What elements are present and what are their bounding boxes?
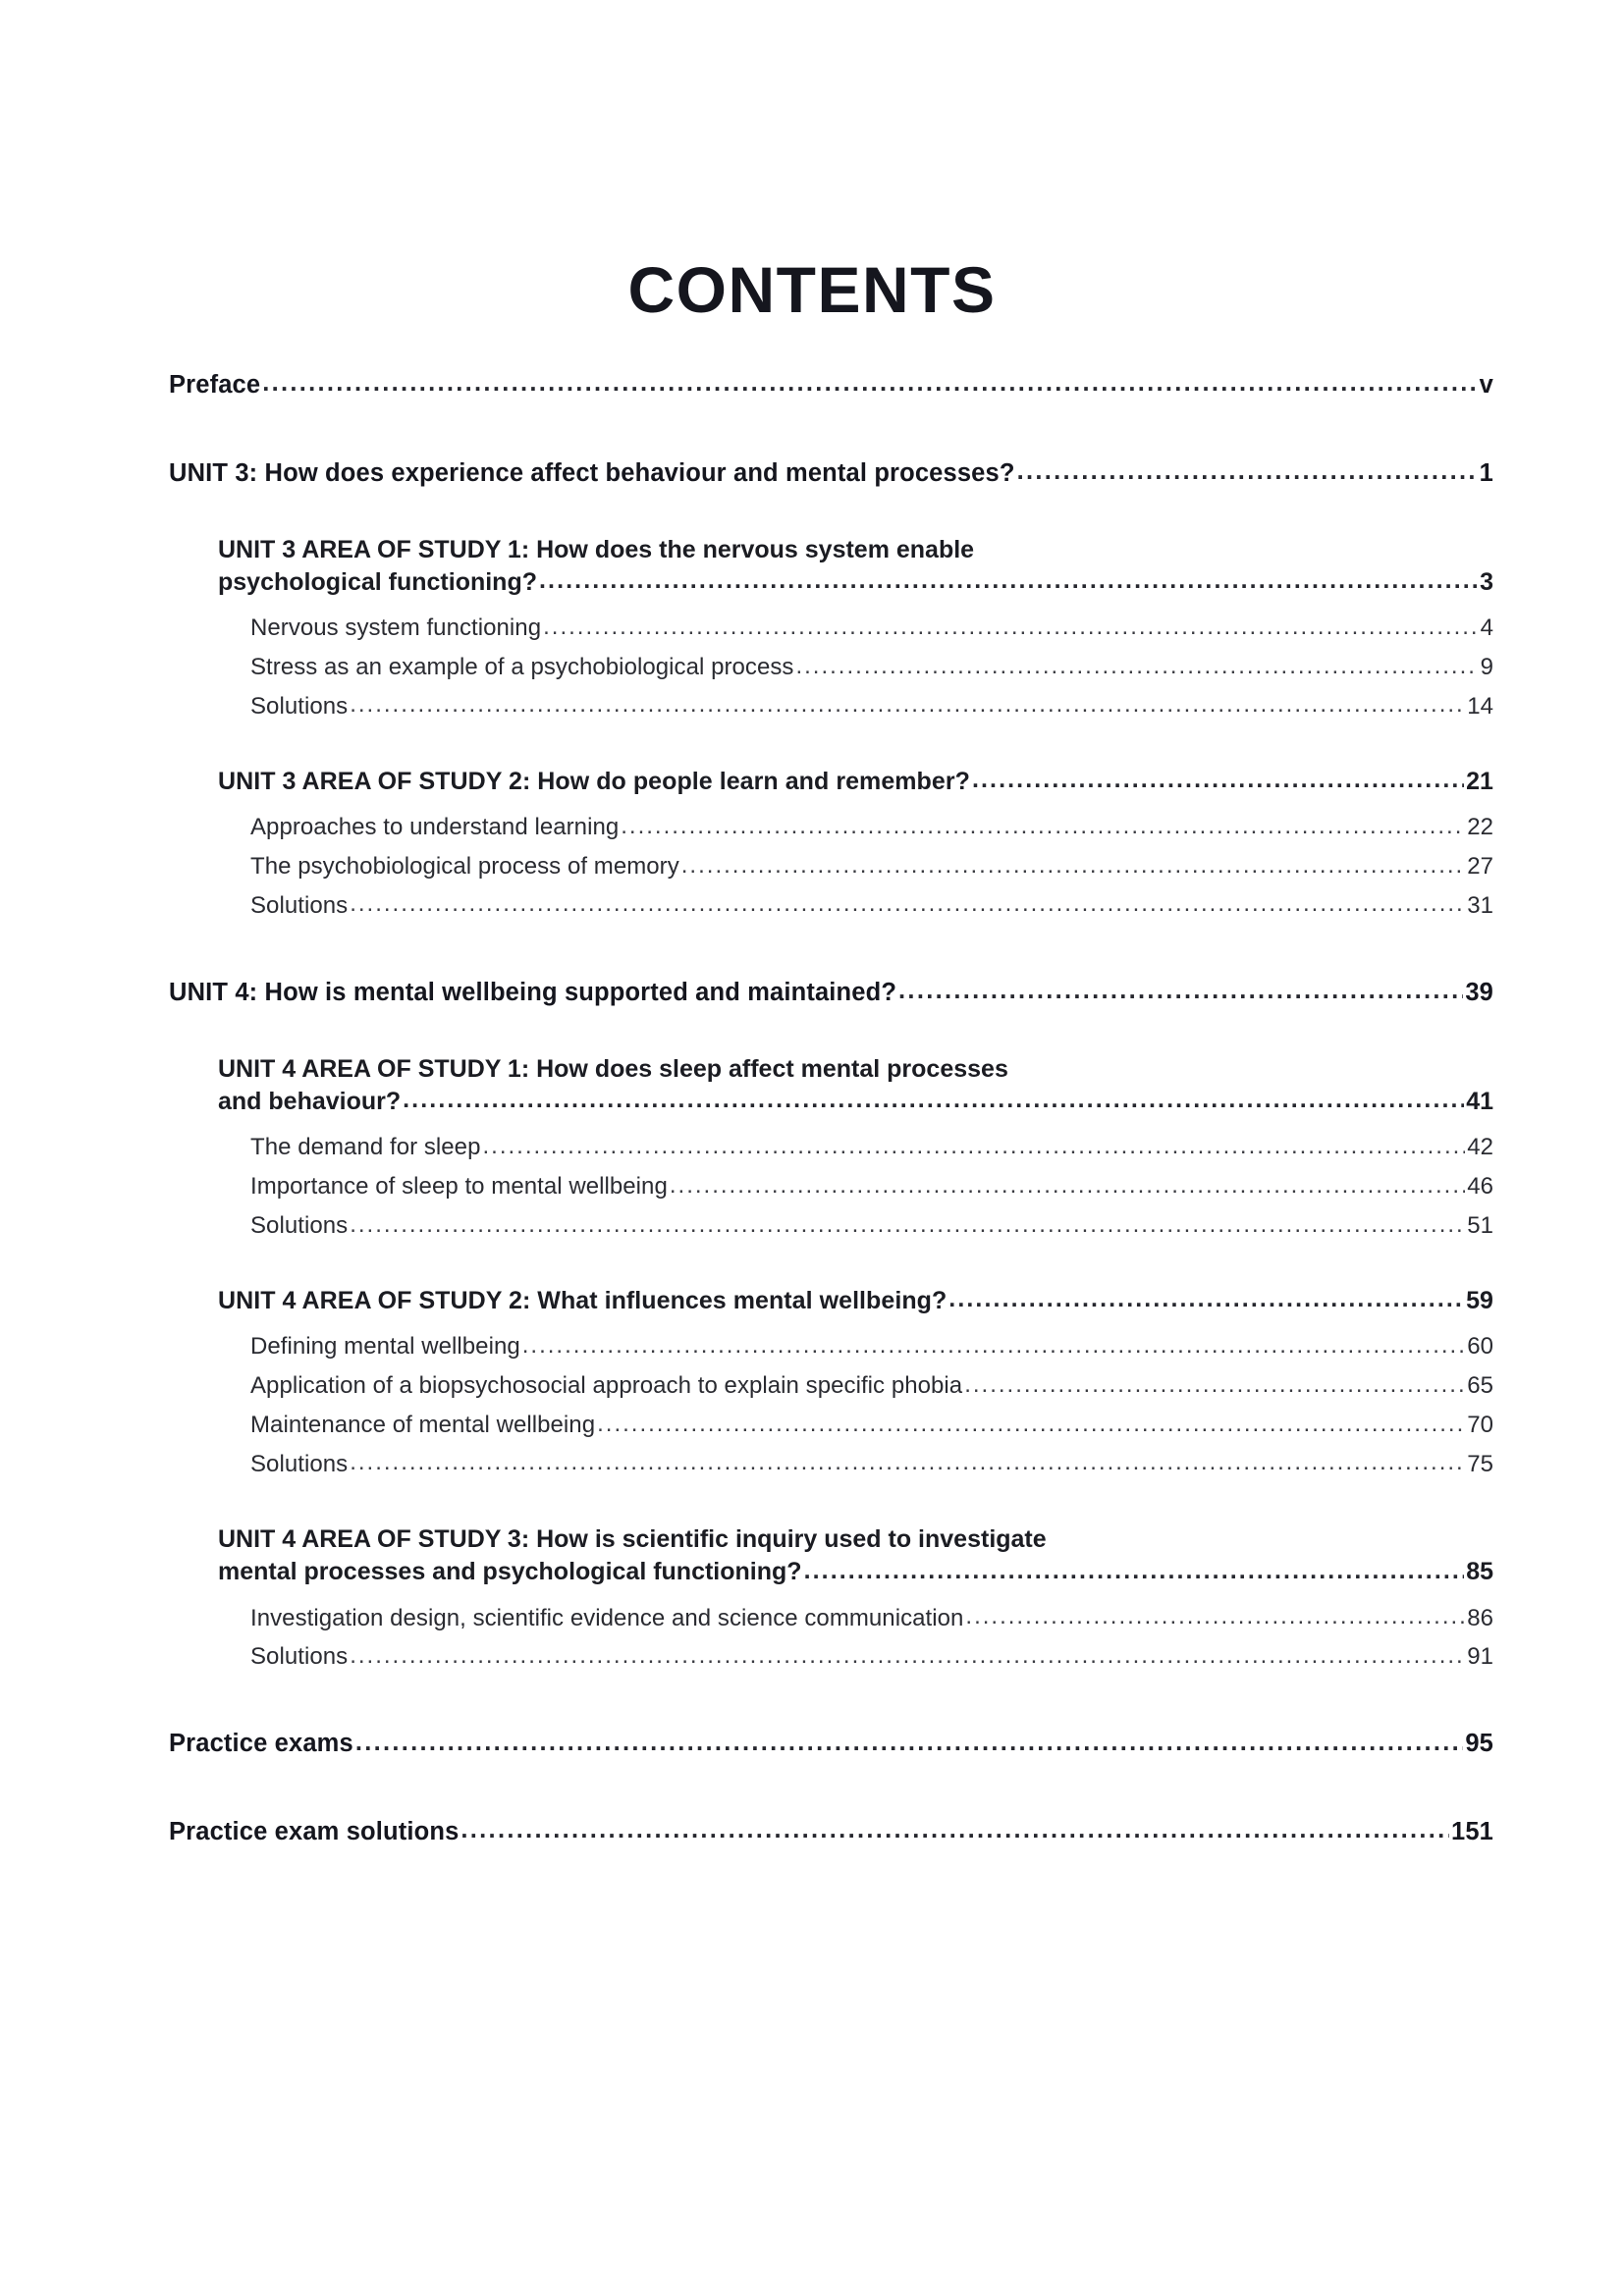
toc-entry-page-number: 4	[1480, 614, 1493, 642]
dot-leader	[403, 1094, 1464, 1118]
dot-leader	[482, 1140, 1465, 1163]
toc-entry-page-number: 46	[1467, 1173, 1493, 1201]
dot-leader	[350, 1649, 1465, 1673]
toc-entry-page-number: 91	[1467, 1643, 1493, 1671]
dot-leader	[460, 1825, 1449, 1850]
dot-leader	[597, 1417, 1465, 1441]
row-spacer	[0, 683, 1624, 691]
row-spacer	[0, 798, 1624, 812]
dot-leader	[964, 1378, 1465, 1402]
toc-entry-title: Application of a biopsychosocial approach to explain specific phobia	[250, 1372, 963, 1400]
toc-entry-title: Solutions	[250, 1451, 349, 1478]
row-spacer	[0, 1202, 1624, 1210]
dot-leader	[795, 660, 1478, 683]
row-spacer	[0, 1673, 1624, 1728]
row-spacer	[0, 1010, 1624, 1053]
toc-entry-title: Approaches to understand learning	[250, 814, 620, 841]
toc-entry-page-number: 42	[1467, 1134, 1493, 1161]
dot-leader	[543, 620, 1478, 644]
toc-entry-title: Importance of sleep to mental wellbeing	[250, 1173, 668, 1201]
toc-entry-row	[218, 566, 1493, 599]
toc-entry-title-line1: UNIT 4 AREA OF STUDY 1: How does sleep affect mental processes	[218, 1054, 1008, 1083]
toc-entry-title: Defining mental wellbeing	[250, 1333, 520, 1361]
dot-leader	[539, 574, 1478, 599]
toc-entry-psychobiological-process-of-memory[interactable]	[0, 851, 1624, 882]
toc-entry-nervous-system-functioning[interactable]	[0, 613, 1624, 644]
row-spacer	[0, 1402, 1624, 1410]
toc-entry-page-number: 51	[1467, 1212, 1493, 1240]
toc-entry-title: Solutions	[250, 1643, 349, 1671]
row-spacer	[0, 922, 1624, 977]
toc-entry-title: Investigation design, scientific evidence and science communication	[250, 1604, 964, 1631]
toc-entry-practice-exams[interactable]	[0, 1728, 1624, 1761]
toc-entry-page-number: 75	[1467, 1451, 1493, 1478]
dot-leader	[804, 1565, 1465, 1589]
dot-leader	[350, 1457, 1465, 1480]
toc-entry-page-number: 151	[1451, 1818, 1493, 1846]
toc-entry-practice-exam-solutions[interactable]	[0, 1816, 1624, 1849]
dot-leader	[350, 898, 1465, 922]
toc-entry-title-line1: UNIT 3 AREA OF STUDY 1: How does the nervous system enable	[218, 535, 975, 563]
toc-entry-page-number: 3	[1480, 568, 1493, 597]
row-spacer	[0, 1242, 1624, 1285]
toc-entry-title: The psychobiological process of memory	[250, 853, 679, 881]
toc-entry-page-number: 85	[1466, 1558, 1493, 1586]
toc-entry-page-number: 22	[1467, 814, 1493, 841]
toc-entry-title: Preface	[169, 371, 261, 399]
toc-entry-solutions-u4-aos2[interactable]	[0, 1449, 1624, 1480]
toc-entry-maintenance-of-mental-wellbeing[interactable]	[0, 1410, 1624, 1441]
toc-entry-unit-4-aos-2[interactable]	[0, 1285, 1624, 1317]
toc-entry-page-number: 95	[1465, 1730, 1493, 1758]
row-spacer	[0, 882, 1624, 890]
toc-entry-page-number: 59	[1466, 1287, 1493, 1315]
toc-entry-title-line2: and behaviour?	[218, 1088, 402, 1116]
toc-entry-the-demand-for-sleep[interactable]	[0, 1132, 1624, 1163]
toc-entry-title: UNIT 3 AREA OF STUDY 2: How do people learn and remember?	[218, 768, 970, 796]
row-spacer	[0, 1362, 1624, 1370]
row-spacer	[0, 1441, 1624, 1449]
dot-leader	[621, 820, 1465, 843]
toc-entry-page-number: 41	[1466, 1088, 1493, 1116]
toc-entry-solutions-u3-aos2[interactable]	[0, 890, 1624, 922]
row-spacer	[0, 843, 1624, 851]
toc-entry-page-number: 9	[1480, 654, 1493, 681]
row-spacer	[0, 1633, 1624, 1641]
dot-leader	[972, 774, 1464, 798]
toc-entry-stress-psychobiological-process[interactable]	[0, 652, 1624, 683]
toc-entry-row	[218, 1556, 1493, 1588]
toc-entry-page-number: 1	[1479, 458, 1493, 487]
dot-leader	[965, 1610, 1465, 1633]
toc-entry-page-number: 86	[1467, 1604, 1493, 1631]
toc-entry-unit-4[interactable]	[0, 977, 1624, 1010]
toc-entry-approaches-to-understand-learning[interactable]	[0, 812, 1624, 843]
toc-entry-title-line2: psychological functioning?	[218, 568, 537, 597]
toc-entry-row	[218, 1086, 1493, 1118]
dot-leader	[898, 985, 1463, 1010]
row-spacer	[0, 402, 1624, 457]
dot-leader	[670, 1179, 1465, 1202]
toc-list	[0, 369, 1624, 1849]
row-spacer	[0, 1761, 1624, 1816]
row-spacer	[0, 644, 1624, 652]
row-spacer	[0, 1317, 1624, 1331]
toc-entry-unit-3-aos-2[interactable]	[0, 766, 1624, 798]
toc-entry-title: The demand for sleep	[250, 1134, 481, 1161]
dot-leader	[350, 1218, 1465, 1242]
dot-leader	[355, 1736, 1464, 1762]
dot-leader	[681, 859, 1465, 882]
toc-entry-solutions-u4-aos1[interactable]	[0, 1210, 1624, 1242]
toc-entry-title: UNIT 4: How is mental wellbeing supported and maintained?	[169, 979, 897, 1006]
toc-entry-page-number: 31	[1467, 892, 1493, 920]
toc-entry-page-number: v	[1479, 371, 1493, 399]
toc-entry-investigation-design-scientific-evidence[interactable]	[0, 1603, 1624, 1634]
dot-leader	[262, 377, 1477, 402]
dot-leader	[948, 1293, 1464, 1317]
toc-entry-title-line2: mental processes and psychological functioning?	[218, 1558, 802, 1586]
toc-entry-page-number: 60	[1467, 1333, 1493, 1361]
toc-entry-solutions-u4-aos3[interactable]	[0, 1641, 1624, 1673]
row-spacer	[0, 1163, 1624, 1171]
row-spacer	[0, 599, 1624, 613]
dot-leader	[350, 699, 1465, 722]
toc-entry-unit-3-aos-1[interactable]	[0, 534, 1624, 600]
toc-entry-page-number: 27	[1467, 853, 1493, 881]
toc-entry-unit-3[interactable]	[0, 457, 1624, 491]
dot-leader	[522, 1339, 1465, 1362]
toc-entry-unit-4-aos-1[interactable]	[0, 1053, 1624, 1119]
toc-entry-solutions-u3-aos1[interactable]	[0, 691, 1624, 722]
toc-entry-unit-4-aos-3[interactable]	[0, 1523, 1624, 1589]
toc-entry-preface[interactable]	[0, 369, 1624, 402]
toc-entry-page-number: 14	[1467, 693, 1493, 721]
toc-entry-page-number: 70	[1467, 1412, 1493, 1439]
toc-entry-title: UNIT 4 AREA OF STUDY 2: What influences mental wellbeing?	[218, 1287, 947, 1315]
toc-entry-title: Practice exams	[169, 1730, 353, 1758]
toc-entry-title: Solutions	[250, 693, 349, 721]
toc-entry-page-number: 21	[1466, 768, 1493, 796]
toc-entry-title: UNIT 3: How does experience affect behaviour and mental processes?	[169, 458, 1015, 487]
dot-leader	[1017, 465, 1478, 491]
page-title: CONTENTS	[627, 253, 997, 326]
toc-entry-importance-of-sleep-to-mental-wellbeing[interactable]	[0, 1171, 1624, 1202]
row-spacer	[0, 1480, 1624, 1523]
toc-entry-title: Practice exam solutions	[169, 1818, 460, 1846]
toc-entry-page-number: 65	[1467, 1372, 1493, 1400]
row-spacer	[0, 1589, 1624, 1603]
toc-entry-title: Stress as an example of a psychobiological process	[250, 654, 794, 681]
toc-entry-title: Maintenance of mental wellbeing	[250, 1412, 596, 1439]
row-spacer	[0, 491, 1624, 534]
toc-entry-defining-mental-wellbeing[interactable]	[0, 1331, 1624, 1362]
row-spacer	[0, 1118, 1624, 1132]
toc-entry-application-biopsychosocial-specific-phobia[interactable]	[0, 1370, 1624, 1402]
toc-entry-title: Solutions	[250, 892, 349, 920]
row-spacer	[0, 722, 1624, 766]
toc-entry-title: Nervous system functioning	[250, 614, 542, 642]
toc-entry-title-line1: UNIT 4 AREA OF STUDY 3: How is scientific inquiry used to investigate	[218, 1525, 1047, 1553]
toc-entry-page-number: 39	[1465, 979, 1493, 1006]
toc-entry-title: Solutions	[250, 1212, 349, 1240]
